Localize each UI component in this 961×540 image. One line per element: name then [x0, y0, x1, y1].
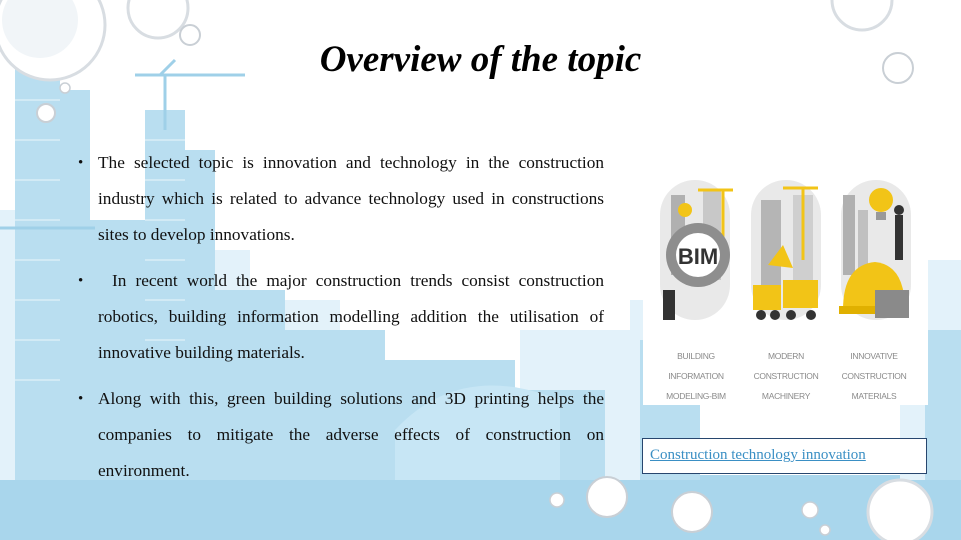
caption-bim: BUILDING INFORMATION MODELING-BIM	[666, 351, 726, 401]
construction-image-card	[643, 150, 928, 405]
bim-label: BIM	[677, 244, 719, 269]
construction-technology-link[interactable]: Construction technology innovation	[650, 447, 866, 463]
bullet-text: Along with this, green building solutions and 3D printing helps the companies to mitigate the adverse effects of construction on environment.	[98, 389, 604, 480]
caption-materials: INNOVATIVE CONSTRUCTION MATERIALS	[841, 351, 907, 401]
link-box	[642, 438, 927, 474]
bullet-text: The selected topic is innovation and technology in the construction industry which is related to advance technology used in constructions sites to develop innovations.	[98, 153, 604, 244]
bullet-dot: •	[78, 273, 84, 289]
construction-machinery-icon	[751, 180, 821, 320]
innovative-materials-icon	[839, 180, 911, 320]
bim-building-icon	[660, 180, 733, 320]
bullet-dot: •	[78, 155, 84, 171]
bullet-item	[78, 381, 604, 489]
bullet-text: In recent world the major construction trends consist construction robotics, building information modelling addition the utilisation of innovative building materials.	[98, 271, 604, 362]
bullet-item	[78, 263, 604, 371]
caption-machinery: MODERN CONSTRUCTION MACHINERY	[753, 351, 819, 401]
bullet-dot: •	[78, 391, 84, 407]
slide-title: Overview of the topic	[319, 39, 642, 80]
bullet-list	[78, 145, 604, 499]
bullet-item	[78, 145, 604, 253]
